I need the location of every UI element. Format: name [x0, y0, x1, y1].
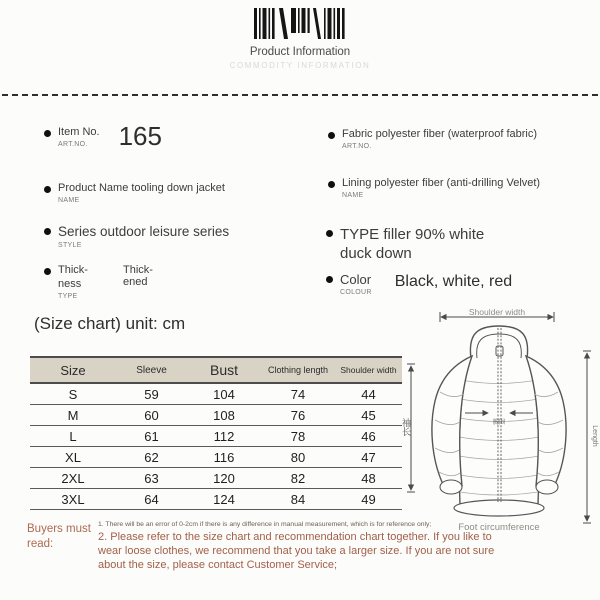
- cell: 104: [187, 383, 261, 405]
- cell: M: [30, 405, 116, 426]
- page-subtitle: COMMODITY INFORMATION: [229, 61, 371, 70]
- clothing-length-label: Length: [591, 425, 598, 447]
- col-clothing-length: Clothing length: [261, 357, 335, 383]
- spec-sublabel: STYLE: [58, 241, 82, 249]
- spec-sublabel: ART.NO.: [58, 140, 88, 148]
- cell: 84: [261, 489, 335, 510]
- table-row: [30, 383, 402, 405]
- table-row: [30, 447, 402, 468]
- bullet-icon: [326, 276, 333, 283]
- cell: 45: [335, 405, 402, 426]
- bullet-icon: [44, 186, 51, 193]
- bust-label: 胸围: [492, 420, 506, 426]
- note-2: 2. Please refer to the size chart and recommendation chart together. If you like to wear loose clothes, we recommend that you take a larger size. If you are not sure about the size, please contact Customer Service;: [98, 531, 495, 572]
- col-shoulder-width: Shoulder width: [335, 357, 402, 383]
- cell: 82: [261, 468, 335, 489]
- spec-label: Lining polyester fiber (anti-drilling Velvet): [342, 177, 541, 189]
- bullet-icon: [44, 228, 51, 235]
- cell: 47: [335, 447, 402, 468]
- cell: 64: [116, 489, 187, 510]
- spec-lining: [328, 177, 540, 199]
- cell: S: [30, 383, 116, 405]
- cell: 49: [335, 489, 402, 510]
- cell: 48: [335, 468, 402, 489]
- cell: 112: [187, 426, 261, 447]
- cell: 3XL: [30, 489, 116, 510]
- spec-sublabel: ART.NO.: [342, 142, 372, 150]
- spec-label: Thick-ness: [58, 264, 88, 290]
- col-sleeve: Sleeve: [116, 357, 187, 383]
- cell: 59: [116, 383, 187, 405]
- buyers-must-read-heading: Buyers must read:: [27, 523, 91, 550]
- col-bust: Bust: [187, 357, 261, 383]
- table-row: [30, 468, 402, 489]
- page-title: Product Information: [249, 46, 351, 58]
- spec-sublabel: COLOUR: [340, 289, 372, 297]
- cell: 60: [116, 405, 187, 426]
- bullet-icon: [328, 132, 335, 139]
- spec-sublabel: NAME: [58, 196, 80, 204]
- spec-label: TYPE filler 90% white duck down: [340, 226, 485, 262]
- spec-label: Product Name tooling down jacket: [58, 182, 225, 194]
- bullet-icon: [44, 268, 51, 275]
- cell: 46: [335, 426, 402, 447]
- cell: 2XL: [30, 468, 116, 489]
- size-chart-title: (Size chart) unit: cm: [34, 314, 186, 333]
- cell: 78: [261, 426, 335, 447]
- col-size: Size: [30, 357, 116, 383]
- spec-value: Black, white, red: [394, 273, 513, 290]
- cell: 120: [187, 468, 261, 489]
- spec-label: Item No.: [58, 126, 100, 138]
- dashed-divider: [2, 94, 598, 96]
- table-header-row: [30, 357, 402, 383]
- cell: 76: [261, 405, 335, 426]
- spec-label: Color: [340, 272, 372, 287]
- cell: 62: [116, 447, 187, 468]
- spec-item-no: [44, 121, 162, 152]
- size-chart-table: [30, 356, 402, 510]
- bullet-icon: [44, 130, 51, 137]
- barcode-icon: [254, 8, 346, 44]
- jacket-diagram-icon: [398, 296, 600, 534]
- buyer-notes: [98, 521, 578, 572]
- shoulder-width-label: Shoulder width: [468, 307, 526, 317]
- cell: L: [30, 426, 116, 447]
- spec-thickness: [44, 264, 169, 300]
- sleeve-length-label: 袖长: [401, 418, 411, 436]
- cell: XL: [30, 447, 116, 468]
- spec-sublabel: NAME: [342, 191, 364, 199]
- spec-series: [44, 224, 229, 249]
- spec-color: [326, 272, 512, 296]
- spec-sublabel: TYPE: [58, 292, 78, 300]
- spec-label: Series outdoor leisure series: [58, 224, 230, 239]
- cell: 80: [261, 447, 335, 468]
- cell: 74: [261, 383, 335, 405]
- table-row: [30, 405, 402, 426]
- cell: 44: [335, 383, 402, 405]
- spec-value: 165: [118, 121, 162, 151]
- table-row: [30, 489, 402, 510]
- spec-fabric: [328, 128, 537, 150]
- cell: 124: [187, 489, 261, 510]
- bullet-icon: [328, 181, 335, 188]
- spec-value: Thick-ened: [123, 264, 153, 288]
- cell: 61: [116, 426, 187, 447]
- cell: 116: [187, 447, 261, 468]
- note-1: 1. There will be an error of 0-2cm if there is any difference in manual measurement, which is for reference only;: [98, 521, 432, 528]
- spec-filler: [326, 226, 510, 264]
- foot-circumference-label: Foot circumference: [458, 522, 540, 533]
- table-row: [30, 426, 402, 447]
- spec-product-name: [44, 182, 225, 204]
- spec-label: Fabric polyester fiber (waterproof fabric): [342, 128, 538, 140]
- cell: 63: [116, 468, 187, 489]
- bullet-icon: [326, 230, 333, 237]
- cell: 108: [187, 405, 261, 426]
